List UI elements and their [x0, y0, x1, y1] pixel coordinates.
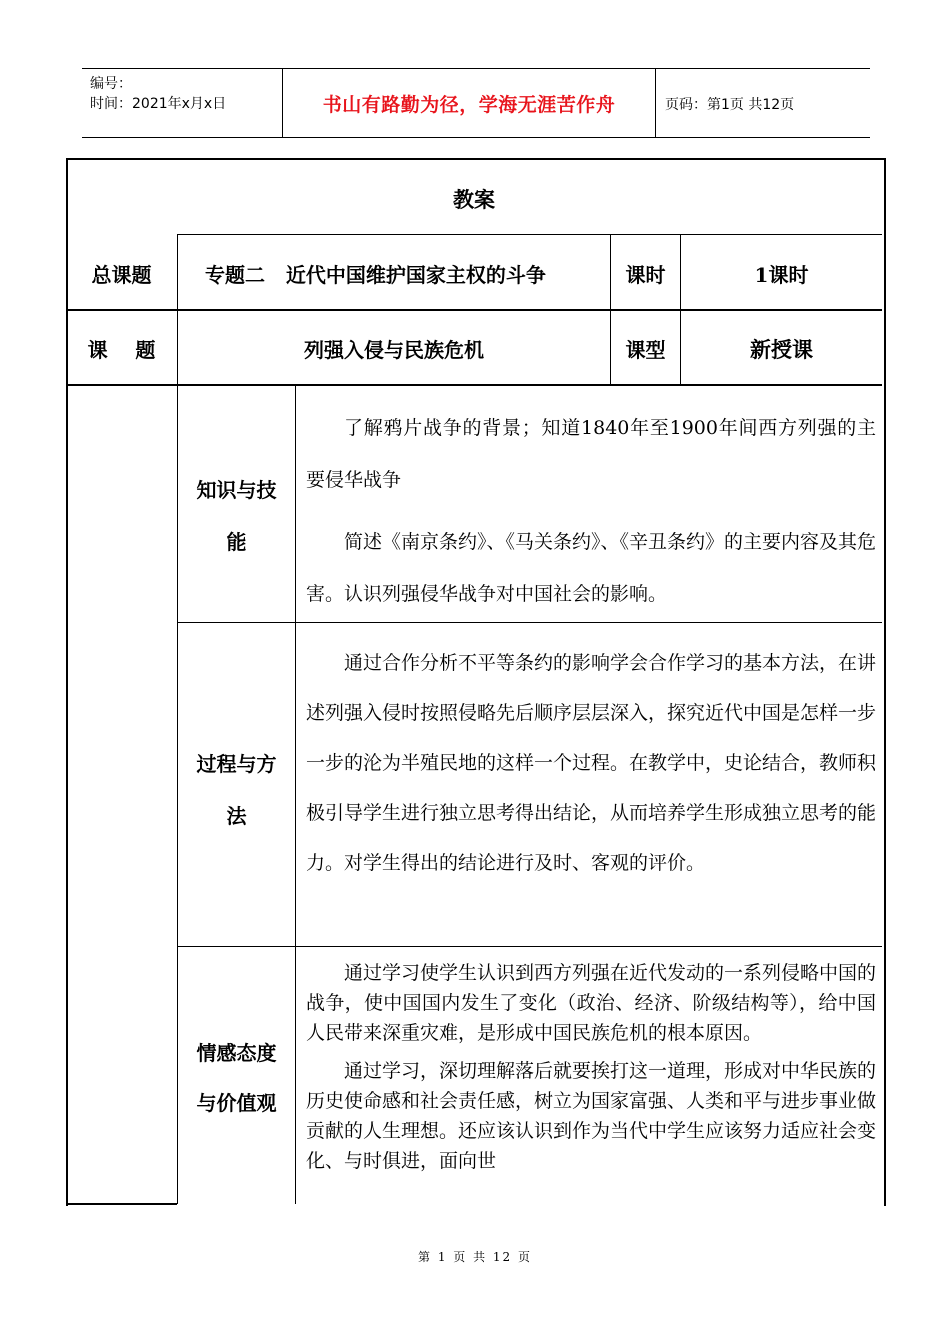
column-divider — [295, 384, 296, 1204]
objective-process-text — [306, 638, 876, 888]
row-divider — [177, 234, 882, 235]
page-footer: 第 1 页 共 12 页 — [418, 1250, 532, 1264]
objective-values-text — [306, 958, 876, 1202]
motto-text: 书山有路勤为径，学海无涯苦作舟 — [322, 94, 616, 116]
objective-label-line: 与价值观 — [196, 1091, 277, 1115]
page-header — [82, 68, 870, 138]
objective-values-label — [178, 1028, 295, 1128]
header-page-cell — [655, 69, 870, 137]
objective-label-line: 过程与方 — [196, 752, 277, 776]
page-info: 页码：第1页 共12页 — [665, 97, 795, 113]
paragraph: 了解鸦片战争的背景；知道1840年至1900年间西方列强的主要侵华战争 — [306, 417, 876, 491]
objective-knowledge-text — [306, 402, 876, 620]
lesson-label: 课 题 — [87, 338, 156, 362]
document-title: 教案 — [453, 187, 495, 212]
row-divider — [66, 309, 882, 311]
paragraph: 通过学习，深切理解落后就要挨打这一道理，形成对中华民族的历史使命感和社会责任感，树立为国家富强、人类和平与进步事业做贡献的人生理想。还应该认识到作为当代中学生应该努力适应社会变化、与时俱进，面向世 — [306, 1060, 876, 1172]
row-divider — [66, 384, 882, 386]
objective-label-line: 知识与技 — [196, 478, 277, 502]
objective-label-line: 情感态度 — [196, 1041, 277, 1065]
paragraph: 通过学习使学生认识到西方列强在近代发动的一系列侵略中国的战争，使中国国内发生了变化（政治、经济、阶级结构等），给中国人民带来深重灾难，是形成中国民族危机的根本原因。 — [306, 962, 876, 1044]
objective-process-label — [178, 738, 295, 842]
lesson-value: 列强入侵与民族危机 — [304, 338, 484, 362]
hours-label: 课时 — [625, 263, 666, 287]
row-divider — [177, 622, 882, 623]
row-divider — [177, 946, 882, 947]
topic-value: 专题二 近代中国维护国家主权的斗争 — [205, 263, 546, 287]
header-meta-cell — [82, 69, 282, 137]
topic-label: 总课题 — [91, 263, 152, 287]
doc-number-label: 编号： — [90, 76, 132, 92]
paragraph: 简述《南京条约》、《马关条约》、《辛丑条约》的主要内容及其危害。认识列强侵华战争对中国社会的影响。 — [306, 531, 877, 605]
doc-time-label: 时间：2021年x月x日 — [90, 96, 227, 112]
type-label: 课型 — [625, 338, 666, 362]
header-motto-cell — [282, 69, 656, 137]
hours-value: 1课时 — [754, 263, 809, 287]
objective-label-line: 能 — [226, 530, 247, 554]
paragraph: 通过合作分析不平等条约的影响学会合作学习的基本方法，在讲述列强入侵时按照侵略先后顺序层层深入，探究近代中国是怎样一步一步的沦为半殖民地的这样一个过程。在教学中，史论结合，教师积极引导学生进行独立思考得出结论，从而培养学生形成独立思考的能力。对学生得出的结论进行及时、客观的评价。 — [306, 652, 877, 874]
objective-knowledge-label — [178, 464, 295, 568]
type-value: 新授课 — [750, 338, 813, 362]
objective-label-line: 法 — [226, 804, 247, 828]
table-bottom-border — [66, 1203, 177, 1205]
